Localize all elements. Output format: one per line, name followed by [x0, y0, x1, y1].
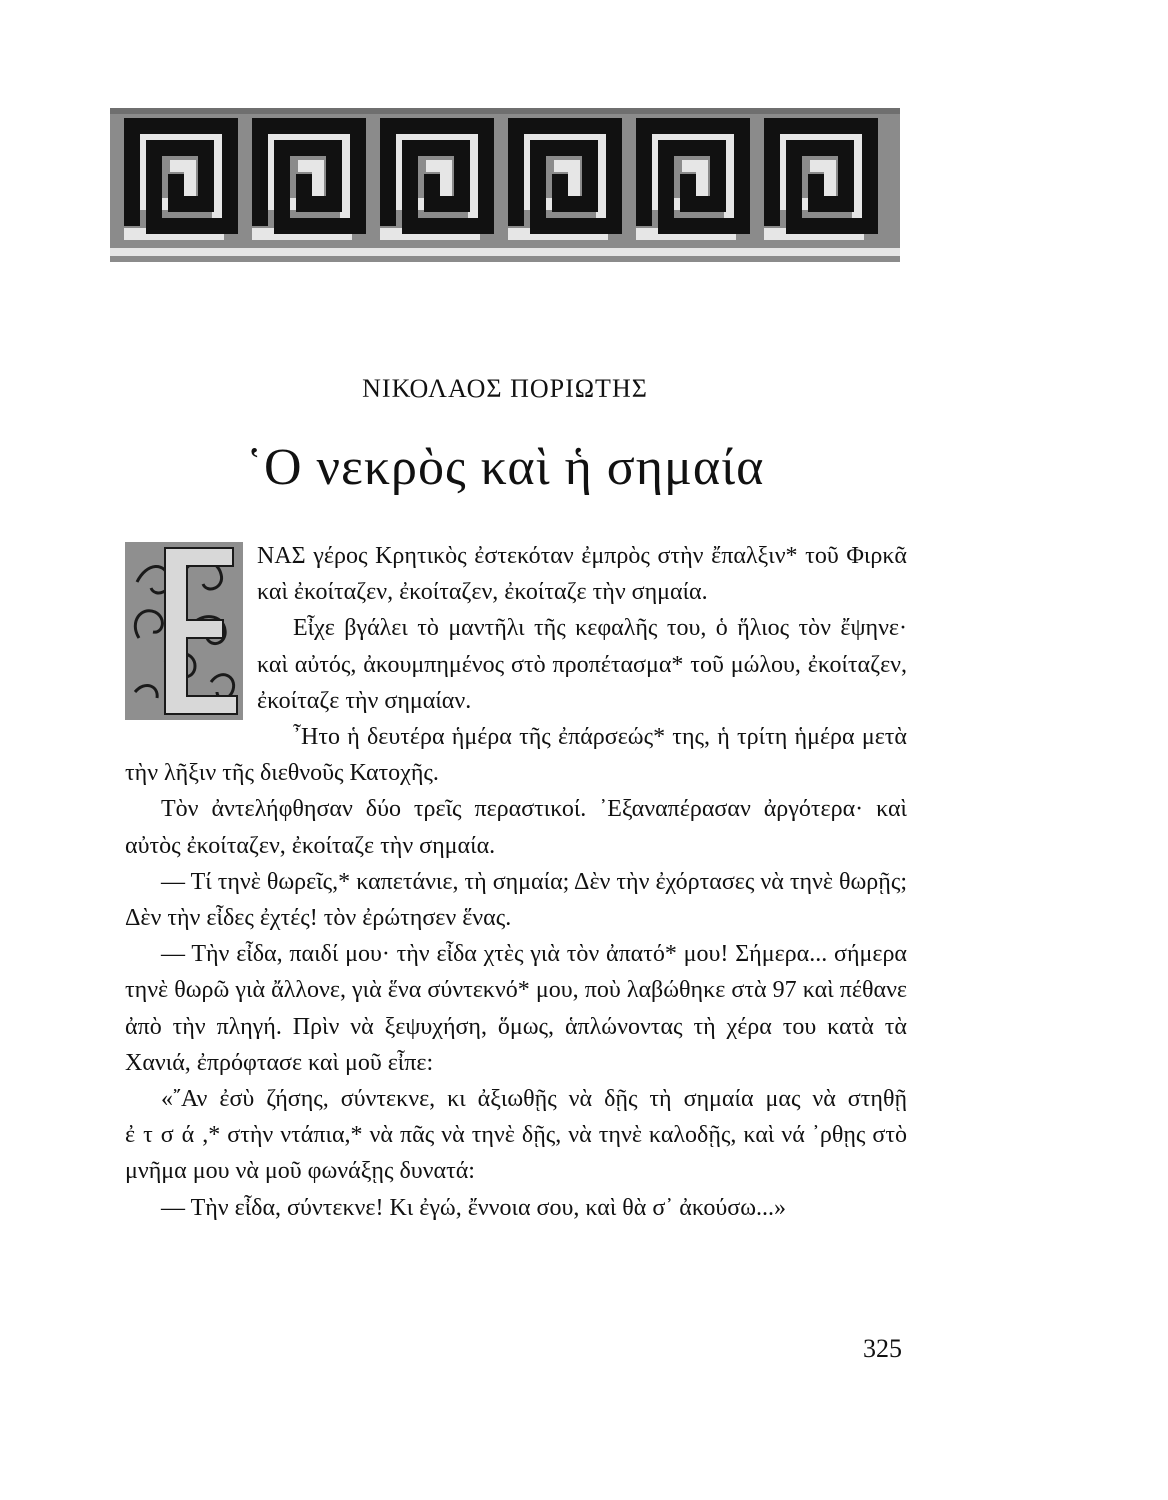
paragraph-2: Εἶχε βγάλει τὸ μαντῆλι τῆς κεφαλῆς του, ὁ ἥλιος τὸν ἔψηνε· καὶ αὐτός, ἀκουμπημένος στὸ προπέτασμα* τοῦ μώλου, ἐκοίταζεν, ἐκοίταζε τὴν σημαίαν. [257, 615, 907, 714]
paragraph-1: ΝΑΣ γέρος Κρητικὸς ἐστεκόταν ἐμπρὸς στὴν ἔπαλξιν* τοῦ Φιρκᾶ καὶ ἐκοίταζεν, ἐκοίταζεν, ἐκοίταζε τὴν σημαία. [257, 543, 907, 606]
story-title: ῾Ο νεκρὸς καὶ ἡ σημαία [245, 439, 765, 496]
paragraph-8: — Τὴν εἶδα, σύντεκνε! Κι ἐγώ, ἔννοια σου, καὶ θὰ σ᾿ ἀκούσω...» [161, 1194, 787, 1221]
greek-key-meander-icon [110, 108, 900, 262]
paragraph-5: — Τί τηνὲ θωρεῖς,* καπετάνιε, τὴ σημαία; Δὲν τὴν ἐχόρτασες νὰ τηνὲ θωρῇς; Δὲν τὴν εἶδες ἐχτές! τὸν ἐρώτησεν ἕνας. [125, 868, 907, 932]
story-text [125, 538, 907, 1226]
paragraph-6: — Τὴν εἶδα, παιδί μου· τὴν εἶδα χτὲς γιὰ τὸν ἀπατό* μου! Σήμερα... σήμερα τηνὲ θωρῶ γιὰ ἄλλονε, γιὰ ἕνα σύντεκνό* μου, ποὺ λαβώθηκε στὰ 97 καὶ πέθανε ἀπὸ τὴν πληγή. Πρὶν νὰ ξεψυχήση, ὅμως, ἁπλώνοντας τὴ χέρα του κατὰ τὰ Χανιά, ἐπρόφτασε καὶ μοῦ εἶπε: [125, 941, 907, 1076]
paragraph-7-end: ,* στὴν ντάπια,* νὰ πᾶς νὰ τηνὲ δῇς, νὰ τηνὲ καλοδῇς, καὶ νά ᾿ρθῃς στὸ μνῆμα μου νὰ μοῦ φωνάξῃς δυνατά: [125, 1122, 907, 1185]
drop-cap-letter: Ε [197, 662, 198, 663]
paragraph-7 [125, 1081, 907, 1190]
author-name: ΝΙΚΟΛΑΟΣ ΠΟΡΙΩΤΗΣ [362, 374, 648, 403]
ornate-drop-cap-e-icon [125, 542, 243, 720]
paragraph-7-start: «῎Αν ἐσὺ ζήσης, σύντεκνε, κι ἀξιωθῇς νὰ δῇς τὴ σημαία μας νὰ στηθῇ [161, 1086, 907, 1113]
paragraph-3: ῏Ητο ἡ δευτέρα ἡμέρα τῆς ἐπάρσεώς* της, ἡ τρίτη ἡμέρα μετὰ τὴν λῆξιν τῆς διεθνοῦς Κατοχῆς. [125, 724, 907, 787]
spaced-word: ἐτσά [125, 1122, 203, 1149]
page-number: 325 [863, 1334, 902, 1363]
paragraph-4: Τὸν ἀντελήφθησαν δύο τρεῖς περαστικοί. ᾿Εξαναπέρασαν ἀργότερα· καὶ αὐτὸς ἐκοίταζεν, ἐκοίταζε τὴν σημαία. [125, 796, 907, 859]
